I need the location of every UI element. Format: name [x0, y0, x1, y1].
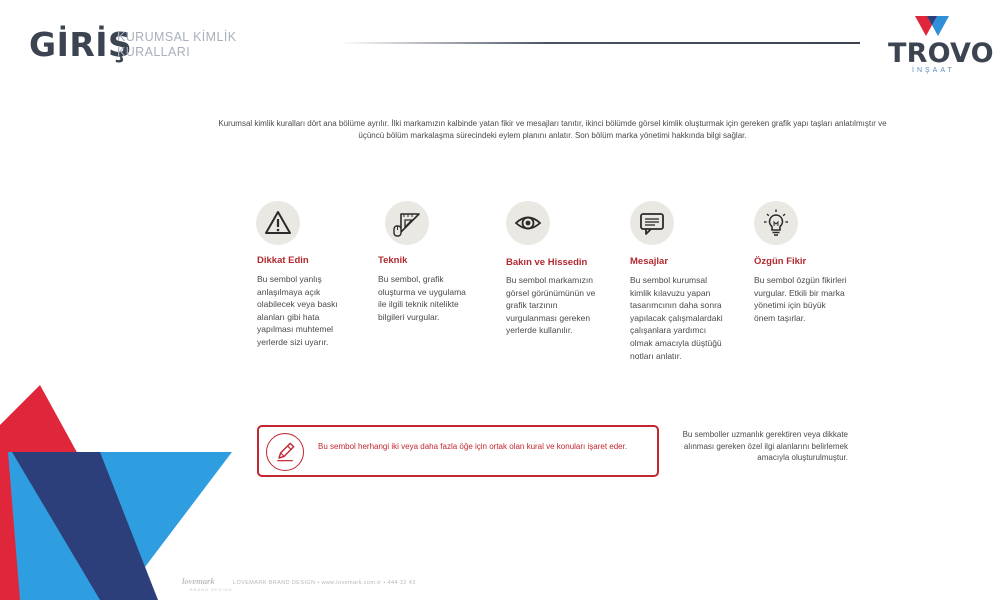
warning-icon	[256, 201, 300, 245]
logo-subtext: İNŞAAT	[912, 67, 955, 74]
feature-desc-ozgun: Bu sembol özgün fikirleri vurgular. Etkili bir marka yönetimi için büyük önem taşırlar.	[754, 275, 847, 323]
pencil-icon	[266, 433, 304, 471]
note-text: Bu sembol herhangi iki veya daha fazla öğe için ortak olan kural ve konuları işaret eder.	[318, 442, 628, 451]
subtitle-line-1: KURUMSAL KİMLİK	[117, 30, 237, 44]
feature-title-mesajlar: Mesajlar	[630, 256, 669, 267]
eye-icon	[506, 201, 550, 245]
page-title: GİRİŞ	[29, 25, 133, 64]
lightbulb-icon	[754, 201, 798, 245]
feature-title-ozgun: Özgün Fikir	[754, 256, 807, 267]
side-note: Bu semboller uzmanlık gerektiren veya dikkate alınması gereken özel ilgi alanlarını belirlemek amacıyla oluşturulmuştur.	[682, 430, 848, 462]
header-divider	[340, 42, 860, 44]
feature-title-bakin: Bakın ve Hissedin	[506, 257, 588, 268]
logo-wordmark: TROVO	[888, 38, 994, 69]
footer-info: LOVEMARK BRAND DESIGN • www.lovemark.com.tr • 444 32 43	[233, 580, 416, 586]
feature-desc-bakin: Bu sembol markamızın görsel görünümünün ve grafik tarzının vurgulanması gereken yerlerde kullanılır.	[506, 275, 596, 336]
page-subtitle	[117, 30, 236, 60]
feature-title-teknik: Teknik	[378, 255, 408, 266]
intro-paragraph: Kurumsal kimlik kuralları dört ana bölüme ayrılır. İlki markamızın kalbinde yatan fikir ve mesajları tanıtır, ikinci bölümde görsel kimlik oluşturmak için gereken grafik yapı taşları anlatılmıştır ve üçüncü bölüm markalaşma sürecindeki eylem planını anlatır. Son bölüm marka yönetimi hakkında bilgi sağlar.	[218, 119, 887, 140]
feature-desc-dikkat: Bu sembol yanlış anlaşılmaya açık olabilecek veya baskı alanları gibi hata yapılması muhtemel yerlerde sizi uyarır.	[257, 274, 338, 347]
footer-brand-tagline: BRAND DESIGN	[190, 587, 233, 592]
footer-brand-logo: lovemark	[182, 576, 215, 586]
subtitle-line-2: KURALLARI	[117, 45, 191, 59]
message-icon	[630, 201, 674, 245]
feature-title-dikkat: Dikkat Edin	[257, 255, 309, 266]
feature-desc-teknik: Bu sembol, grafik oluşturma ve uygulama ile ilgili teknik nitelikte bilgileri vurgular.	[378, 274, 466, 322]
technical-tools-icon	[385, 201, 429, 245]
decorative-triangles	[0, 385, 232, 600]
feature-desc-mesajlar: Bu sembol kurumsal kimlik kılavuzu yapan tasarımcının daha sonra yapılacak çalışmalardaki çalışanlara yardımcı olmak amacıyla düştüğü notları anlatır.	[630, 275, 723, 361]
